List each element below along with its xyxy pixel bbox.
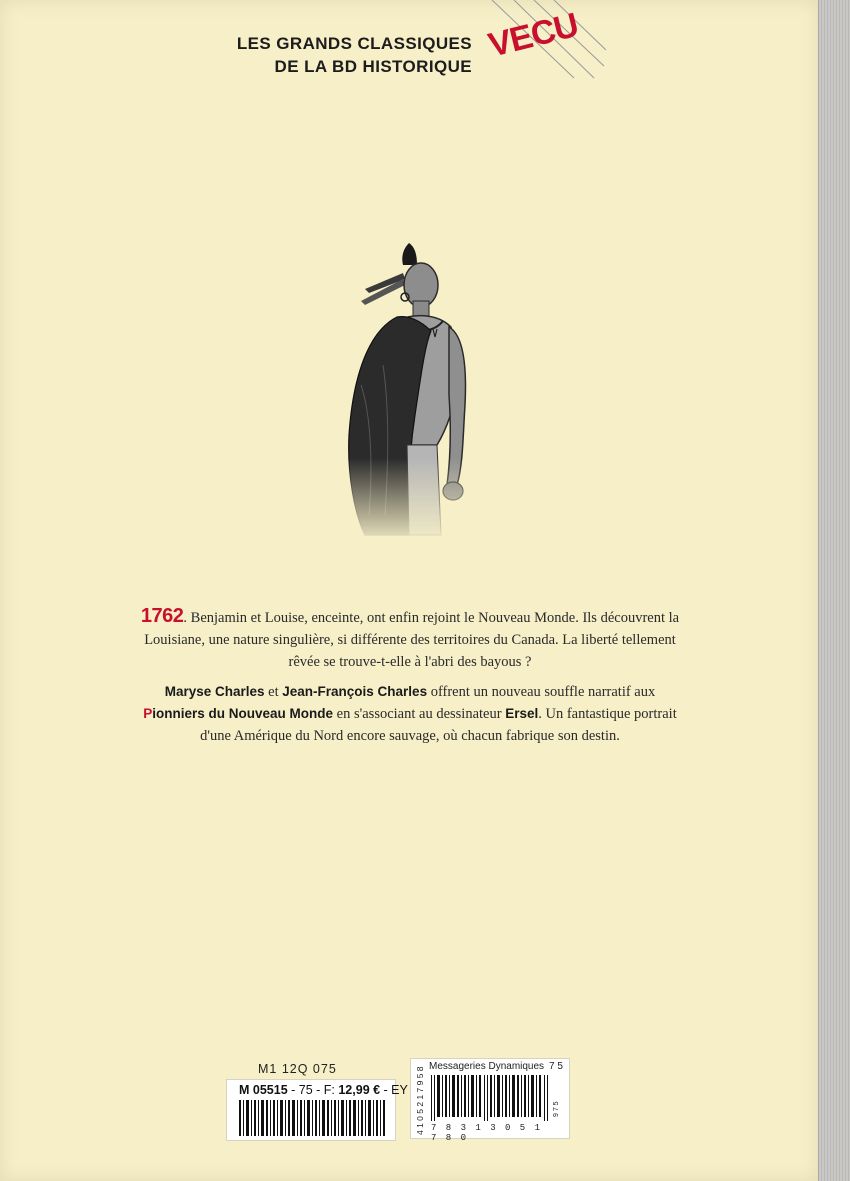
distributor-vertical-code: 4 1 0 5 2 1 7 9 5 8: [415, 1066, 425, 1135]
barcode-left-bars: [239, 1100, 385, 1136]
vecu-logo: [476, 0, 606, 80]
distributor-vertical-code-2: 9 7 5: [553, 1101, 560, 1117]
distributor-barcode-label: [410, 1058, 570, 1143]
artist-name: Ersel: [505, 706, 539, 721]
barcode-digits: 7 8 3 1 3 0 5 1 7 8 0: [431, 1123, 543, 1143]
blurb-paragraph-1: [140, 605, 680, 673]
author-2: Jean-François Charles: [282, 684, 428, 699]
blurb-paragraph-2: [140, 681, 680, 747]
warrior-illustration: [325, 235, 485, 545]
barcode-right-bars: [431, 1075, 549, 1121]
product-code: M1 12Q 075: [258, 1062, 337, 1076]
distributor-name: Messageries Dynamiques: [429, 1061, 545, 1072]
price: 12,99 €: [338, 1083, 381, 1097]
series-title-initial: P: [143, 706, 153, 721]
spine-edge: [818, 0, 850, 1181]
collection-title-line1: LES GRANDS CLASSIQUES: [236, 34, 472, 53]
issn-code: M 05515: [239, 1083, 288, 1097]
blurb-p2-text2: en s'associant au dessinateur: [333, 706, 506, 722]
issue-number: - 75 - F:: [287, 1083, 339, 1097]
year-highlight: 1762: [140, 605, 184, 627]
distributor-suffix: 7 5: [549, 1061, 563, 1072]
blurb: [140, 605, 680, 747]
vecu-logo-text: VECU: [484, 6, 582, 65]
price-suffix: - EY: [380, 1083, 408, 1097]
series-title: ionniers du Nouveau Monde: [152, 706, 334, 721]
price-barcode-label: [226, 1079, 408, 1141]
blurb-p1-text: . Benjamin et Louise, enceinte, ont enfin rejoint le Nouveau Monde. Ils découvrent la Louisiane, une nature singulière, si différente des territoires du Canada. La liberté tellement rêvée se trouve-t-elle à l'abri des bayous ?: [144, 610, 680, 670]
author-1: Maryse Charles: [164, 684, 265, 699]
blurb-p2-text3: . Un fantastique portrait d'une Amérique du Nord encore sauvage, où chacun fabrique son destin.: [200, 706, 677, 744]
collection-title-line2: DE LA BD HISTORIQUE: [274, 57, 472, 76]
collection-title: [222, 32, 472, 78]
blurb-p2-et: et: [264, 684, 283, 700]
blurb-p2-text1: offrent un nouveau souffle narratif aux: [427, 684, 656, 700]
price-line: [239, 1083, 408, 1097]
